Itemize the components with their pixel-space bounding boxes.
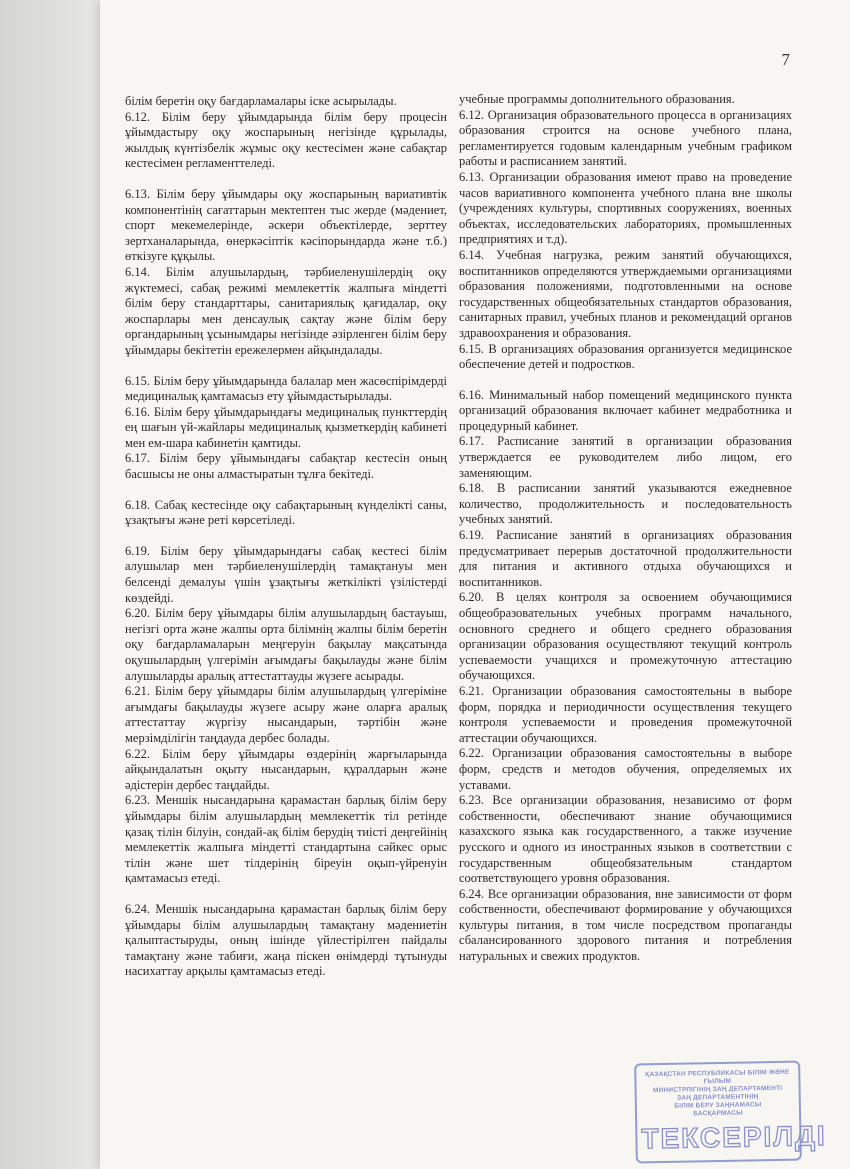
paragraph: 6.13. Білім беру ұйымдары оқу жоспарының вариативтік компонентінің сағаттарын мектептен тыс жерде (мәдениет, спорт мекемелерінде, әскери объектілерде, зерттеу зертханаларында, өнеркәсіптік кәсіпорындарда және т.б.) өткізуге құқылы. [125,186,447,264]
paragraph: 6.18. В расписании занятий указываются ежедневное количество, продолжительность и последовательность учебных занятий. [459,481,792,527]
paragraph: 6.16. Минимальный набор помещений медицинского пункта организаций образования включает кабинет медработника и процедурный кабинет. [459,387,792,433]
stamp-line: ЗАҢ ДЕПАРТАМЕНТІНІҢ [677,1093,759,1102]
paragraph: 6.23. Меншік нысандарына қарамастан барлық білім беру ұйымдары білім алушылардың мемлекеттік тіл ретінде қазақ тілін білуін, сондай-ақ білім берудің тиісті деңгейінің мемлекеттік жалпыға міндетті стандартына сәйкес орыс тілін және шет тілдерінің біреуін оқып-үйренуін қамтамасыз етеді. [125,793,447,886]
paragraph: 6.14. Білім алушылардың, тәрбиеленушілердің оқу жүктемесі, сабақ режимі мемлекеттік жалпыға міндетті білім беру стандарттары, санитариялық қағидалар, оқу жоспарлары мен денсаулық сақтау және білім беру органдарының ұсынымдары негізінде әзірленген білім беру ұйымдары бекітетін ережелермен айқындалады. [125,264,447,357]
paragraph: 6.23. Все организации образования, независимо от форм собственности, обеспечивают знание обучающимися казахского языка как государственного, а также изучение русского и одного из иностранных языков в соответствии с государственным общеобязательным стандартом соответствующего уровня образования. [459,793,792,886]
paragraph: 6.17. Расписание занятий в организации образования утверждается ее руководителем либо лицом, его заменяющим. [459,434,792,480]
paragraph: білім беретін оқу бағдарламалары іске асырылады. [125,94,397,108]
stamp-line: МИНИСТРЛІГІНІҢ ЗАҢ ДЕПАРТАМЕНТІ [652,1084,783,1095]
kazakh-text-column [125,94,447,980]
paragraph: 6.15. Білім беру ұйымдарында балалар мен жасөспірімдерді медициналық қамтамасыз ету ұйымдастырылады. [125,373,447,404]
paragraph: 6.22. Білім беру ұйымдары өздерінің жарғыларында айқындалатын оқыту нысандарын, құралдарын және әдістерін дербес таңдайды. [125,746,447,792]
verification-stamp [634,1061,827,1164]
paragraph: 6.13. Организации образования имеют право на проведение часов вариативного компонента учебного плана вне школы (учреждениях культуры, спортивных сооружениях, военных объектах, исследовательских лабораториях, промышленных предприятиях и т.д). [459,169,792,247]
paragraph: 6.21. Білім беру ұйымдары білім алушылардың үлгеріміне ағымдағы бақылауды жүзеге асыру және оларға аралық аттестаттау жүргізу нысандарын, тәртібін және мерзімділігін таңдауда дербес болады. [125,684,447,745]
paragraph: 6.20. Білім беру ұйымдары білім алушылардың бастауыш, негізгі орта және жалпы орта білімнің жалпы білім беретін оқу бағдарламаларын меңгеруін бақылау мақсатында оқушылардың үлгерімін ағымдағы бақылауды және білім алушыларды аралық аттестаттауды жүзеге асырады. [125,606,447,683]
paragraph: 6.14. Учебная нагрузка, режим занятий обучающихся, воспитанников определяются утверждаемыми организациями образования положениями, подготовленными на основе государственных общеобязательных стандартов образования, санитарных правил, учебных планов и рекомендаций органов здравоохранения и образования. [459,247,792,340]
russian-text-column [459,92,792,965]
stamp-line: ҚАЗАҚСТАН РЕСПУБЛИКАСЫ БІЛІМ ЖӘНЕ ҒЫЛЫМ [645,1068,790,1086]
paragraph: 6.15. В организациях образования организуется медицинское обеспечение детей и подростков. [459,341,792,372]
page-number: 7 [781,50,790,69]
paragraph: 6.24. Меншік нысандарына қарамастан барлық білім беру ұйымдары білім алушылардың тамақтану мәдениетін қалыптастыруды, оның ішінде үйлестірілген пайдалы тамақтану және табиғи, жаңа піскен өнімдерді тұтынуды насихаттау арқылы қамтамасыз етеді. [125,901,447,979]
paragraph: 6.20. В целях контроля за освоением обучающимися общеобразовательных учебных программ начального, основного среднего и общего среднего образования организации образования осуществляют текущий контроль успеваемости учащихся и промежуточную аттестацию обучающихся. [459,590,792,683]
paragraph: учебные программы дополнительного образования. [459,92,735,106]
paragraph: 6.19. Білім беру ұйымдарындағы сабақ кестесі білім алушылар мен тәрбиеленушілердің тамақтануы мен белсенді демалуы үшін ұзақтығы жеткілікті үзілістерді көздейді. [125,543,447,605]
paragraph: 6.18. Сабақ кестесінде оқу сабақтарының күнделікті саны, ұзақтығы және реті көрсетіледі. [125,497,447,528]
paragraph: 6.12. Білім беру ұйымдарында білім беру процесін ұйымдастыру оқу жоспарының негізінде құрылады, жылдық күнтізбелік жұмыс оқу кестесімен және сабақтар кестесімен регламенттеледі. [125,109,447,171]
paragraph: 6.17. Білім беру ұйымындағы сабақтар кестесін оның басшысы не оны алмастыратын тұлға бекітеді. [125,451,447,482]
paragraph: 6.19. Расписание занятий в организациях образования предусматривает перерыв достаточной продолжительности для питания и активного отдыха обучающихся и воспитанников. [459,528,792,589]
stamp-line: БАСҚАРМАСЫ [693,1109,743,1118]
stamp-word: ТЕКСЕРІЛДІ [641,1120,827,1155]
paragraph: 6.24. Все организации образования, вне зависимости от форм собственности, обеспечивают формирование у обучающихся культуры питания, в том числе посредством пропаганды сбалансированного здорового питания и потребления натуральных и свежих продуктов. [459,886,792,964]
stamp-text [644,1069,791,1120]
paragraph: 6.21. Организации образования самостоятельны в выборе форм, порядка и периодичности осуществления текущего контроля успеваемости и проведения промежуточной аттестации обучающихся. [459,683,792,745]
document-page [100,0,850,1169]
paragraph: 6.16. Білім беру ұйымдарындағы медициналық пункттердің ең шағын үй-жайлары медициналық қызметкердің кабинеті мен ем-шара кабинетін қамтиды. [125,404,447,450]
stamp-line: БІЛІМ БЕРУ ЗАҢНАМАСЫ [674,1101,762,1110]
paragraph: 6.12. Организация образовательного процесса в организациях образования строится на основе учебного плана, регламентируется годовым календарным учебным графиком работы и расписанием занятий. [459,107,792,169]
paragraph: 6.22. Организации образования самостоятельны в выборе форм, средств и методов обучения, определяемых их уставами. [459,746,792,792]
